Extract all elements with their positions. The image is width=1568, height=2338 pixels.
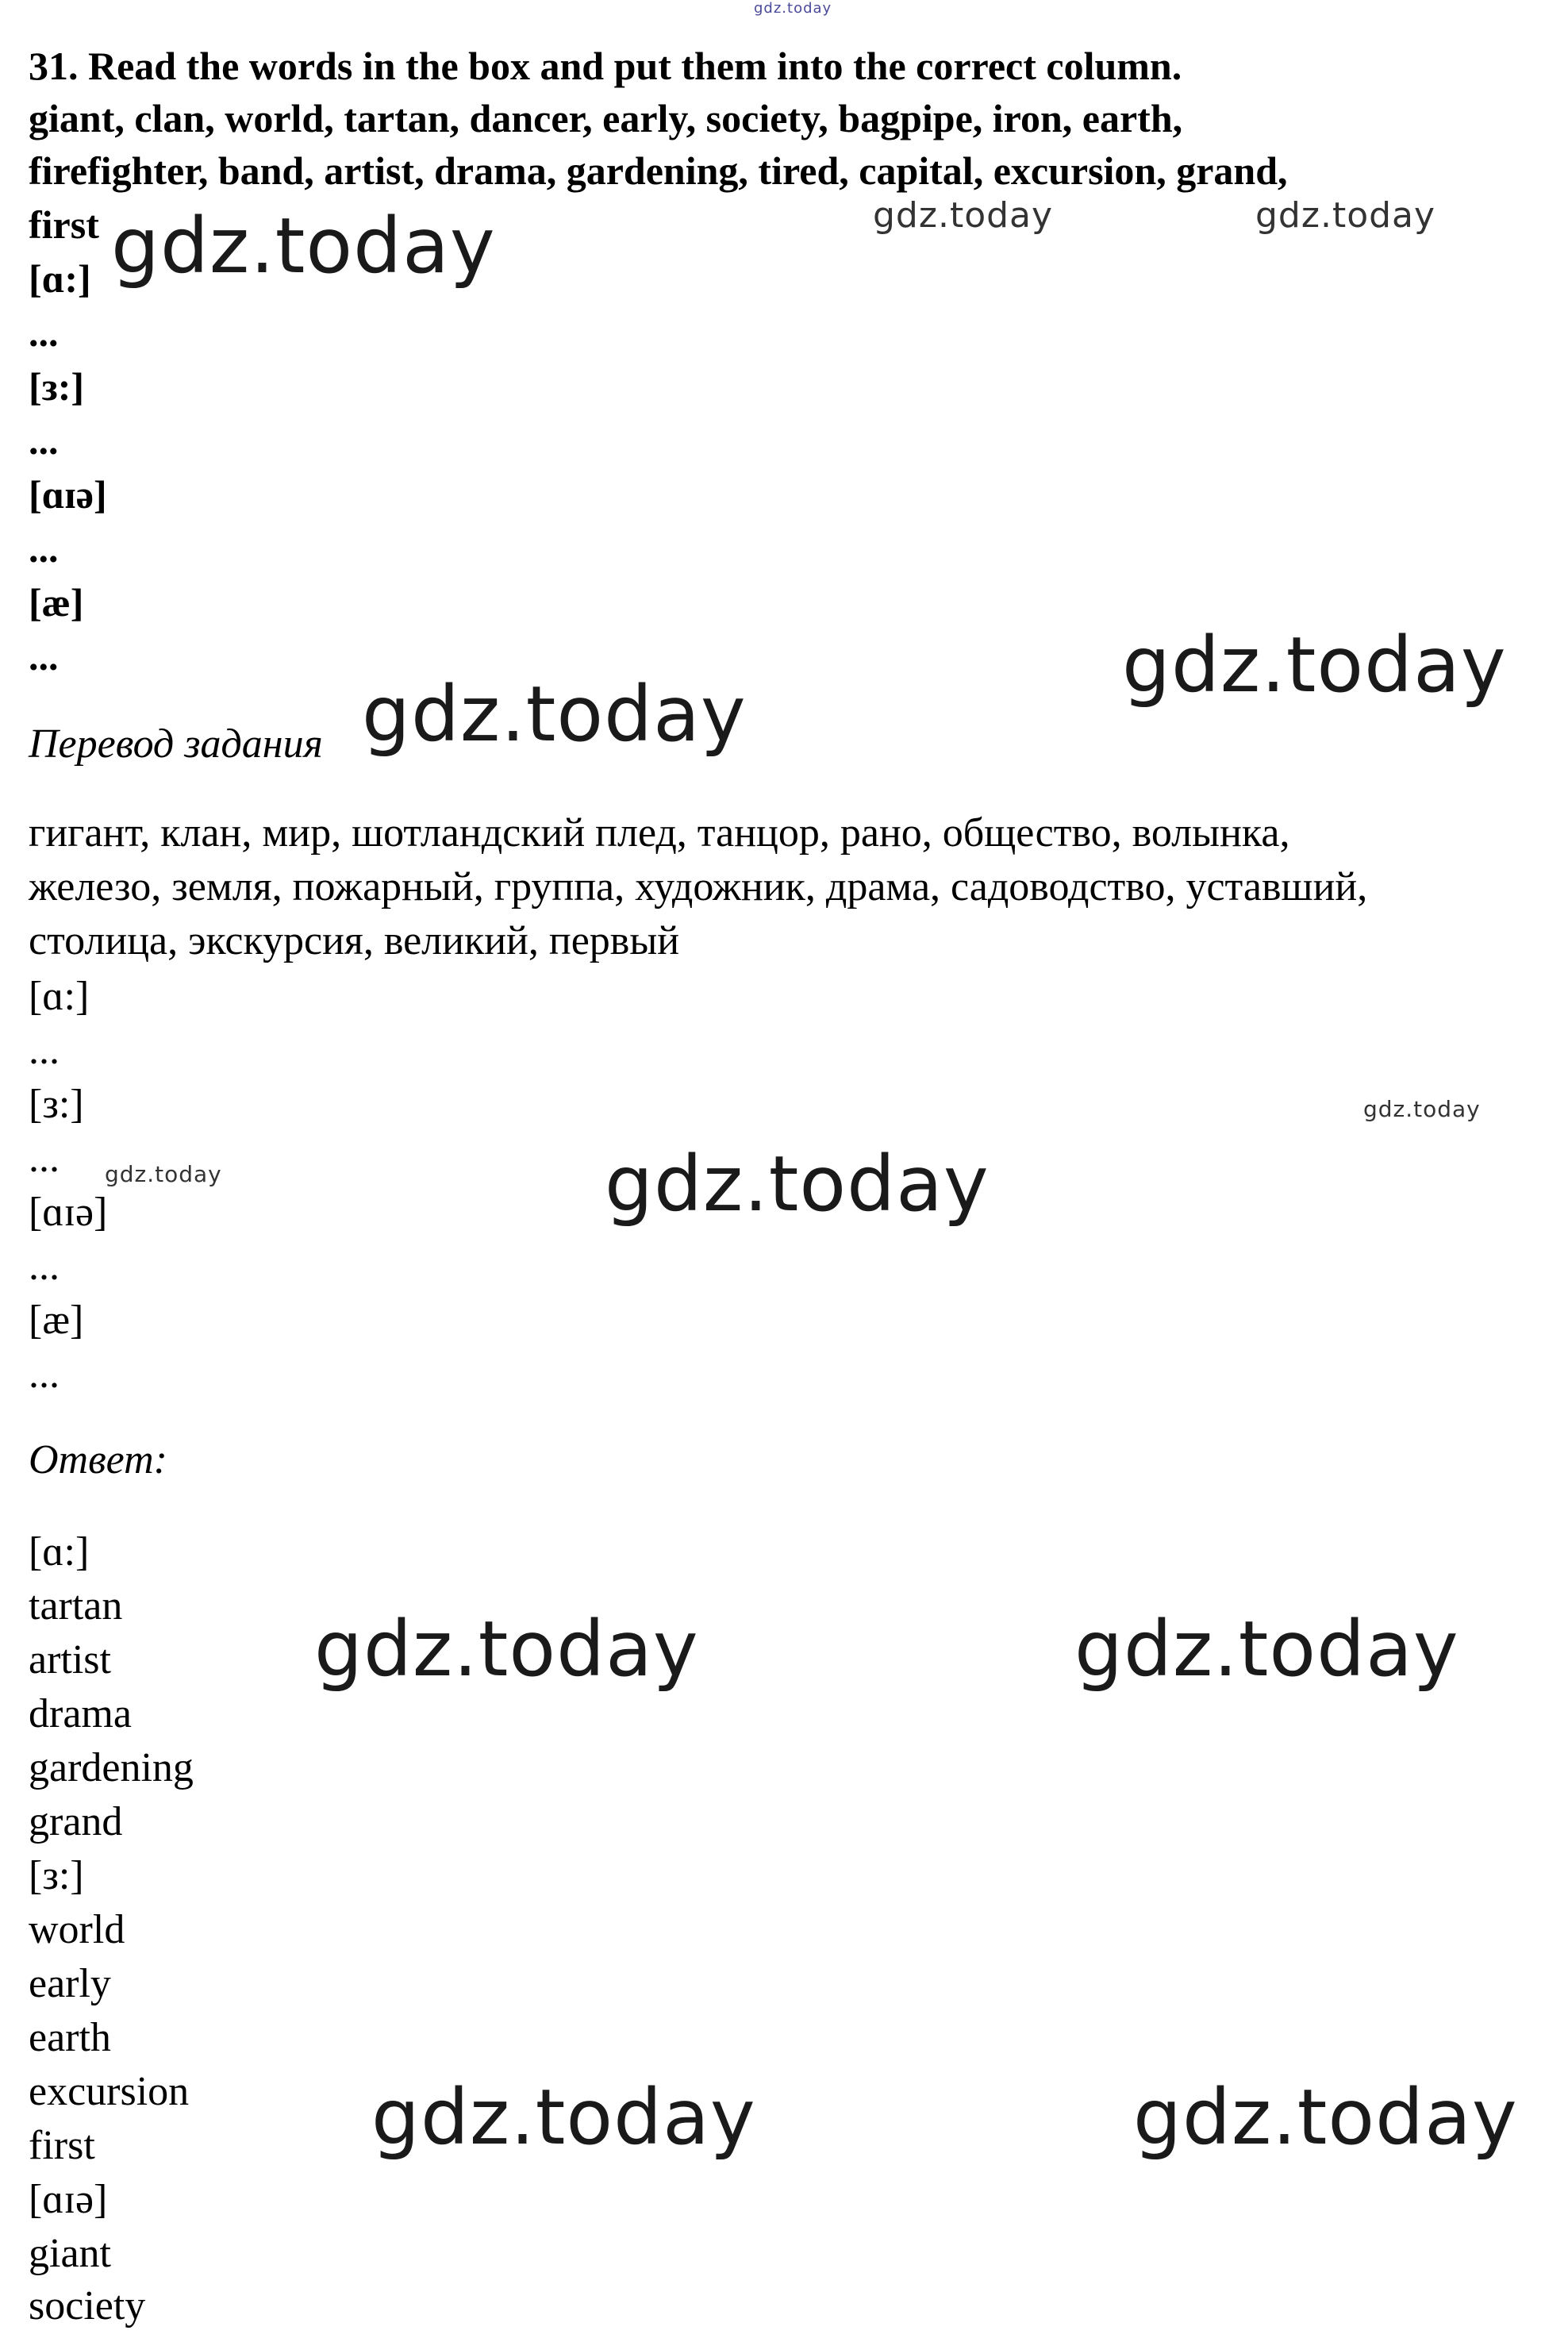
translation-column-placeholder: ... xyxy=(29,1028,60,1073)
translation-line-1: гигант, клан, мир, шотландский плед, танцор, рано, общество, волынка, xyxy=(29,810,1290,856)
translation-column-placeholder: ... xyxy=(29,1352,60,1397)
watermark: gdz.today xyxy=(873,195,1054,236)
watermark: gdz.today xyxy=(314,1605,699,1694)
answer-word: giant xyxy=(29,2231,111,2276)
watermark: gdz.today xyxy=(371,2073,756,2162)
answer-word: first xyxy=(29,2123,95,2168)
translation-line-3: столица, экскурсия, великий, первый xyxy=(29,918,680,963)
task-column-sound: [з:] xyxy=(29,364,85,409)
watermark-tiny: gdz.today xyxy=(754,0,832,17)
watermark: gdz.today xyxy=(1122,621,1507,709)
translation-column-sound: [æ] xyxy=(29,1298,84,1343)
answer-word: tartan xyxy=(29,1583,123,1629)
watermark: gdz.today xyxy=(111,202,496,290)
watermark: gdz.today xyxy=(105,1161,222,1187)
translation-column-placeholder: ... xyxy=(29,1244,60,1289)
watermark: gdz.today xyxy=(1074,1605,1459,1694)
task-column-placeholder: ... xyxy=(29,418,59,463)
answer-word: early xyxy=(29,1961,111,2006)
answer-group-sound: [ɑɪə] xyxy=(29,2177,108,2222)
translation-column-sound: [ɑɪə] xyxy=(29,1190,108,1235)
translation-column-placeholder: ... xyxy=(29,1136,60,1181)
watermark: gdz.today xyxy=(362,670,747,759)
answer-word: world xyxy=(29,1907,125,1952)
task-title: 31. Read the words in the box and put them into the correct column. xyxy=(29,44,1182,88)
answer-group-sound: [з:] xyxy=(29,1853,84,1898)
task-words-line-1: giant, clan, world, tartan, dancer, early, society, bagpipe, iron, earth, xyxy=(29,96,1183,140)
task-column-placeholder: ... xyxy=(29,634,59,679)
watermark: gdz.today xyxy=(1133,2073,1518,2162)
answer-word: excursion xyxy=(29,2069,190,2114)
answer-word: gardening xyxy=(29,1745,194,1790)
answer-word: society xyxy=(29,2283,146,2328)
task-column-sound: [æ] xyxy=(29,580,84,625)
task-words-line-3: first xyxy=(29,202,99,247)
translation-heading: Перевод задания xyxy=(29,721,323,767)
task-column-sound: [ɑɪə] xyxy=(29,472,107,517)
task-column-sound: [ɑ:] xyxy=(29,256,91,301)
watermark: gdz.today xyxy=(1255,195,1436,236)
task-words-line-2: firefighter, band, artist, drama, gardening, tired, capital, excursion, grand, xyxy=(29,148,1288,193)
task-column-placeholder: ... xyxy=(29,526,59,571)
translation-column-sound: [з:] xyxy=(29,1082,84,1127)
translation-line-2: железо, земля, пожарный, группа, художник, драма, садоводство, уставший, xyxy=(29,864,1368,909)
answer-word: artist xyxy=(29,1637,111,1682)
translation-column-sound: [ɑ:] xyxy=(29,974,90,1019)
watermark: gdz.today xyxy=(1363,1096,1481,1122)
answer-group-sound: [ɑ:] xyxy=(29,1529,90,1575)
task-column-placeholder: ... xyxy=(29,310,59,355)
answer-word: drama xyxy=(29,1691,132,1736)
answer-heading: Ответ: xyxy=(29,1437,167,1482)
watermark: gdz.today xyxy=(605,1140,990,1229)
answer-word: earth xyxy=(29,2015,111,2060)
answer-word: grand xyxy=(29,1799,123,1844)
